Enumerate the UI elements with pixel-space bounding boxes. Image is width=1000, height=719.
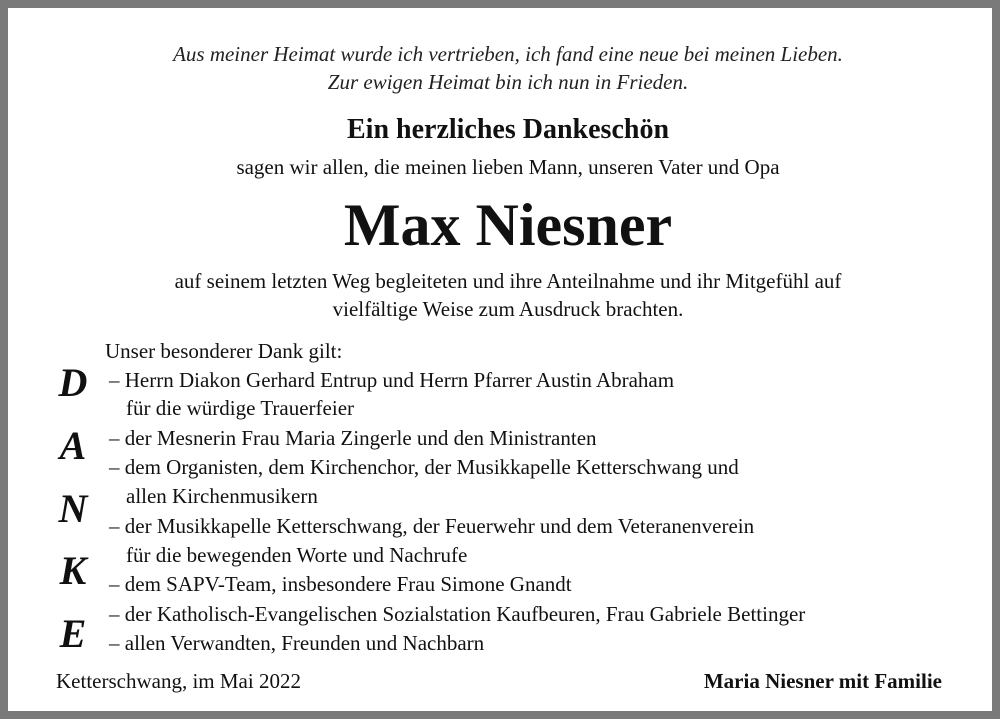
thanks-item-continuation: für die bewegenden Worte und Nachrufe <box>126 543 468 567</box>
thanks-item: – Herrn Diakon Gerhard Entrup und Herrn Pfarrer Austin Abraham <box>109 368 675 392</box>
deceased-name: Max Niesner <box>343 192 673 258</box>
thanks-item: – der Musikkapelle Ketterschwang, der Feuerwehr und dem Veteranenverein <box>109 514 755 538</box>
motto-line-1: Aus meiner Heimat wurde ich vertrieben, ich fand eine neue bei meinen Lieben. <box>173 42 843 66</box>
danke-letter-k: K <box>59 548 87 593</box>
thanks-item-continuation: allen Kirchenmusikern <box>126 484 318 508</box>
thanks-subtitle: sagen wir allen, die meinen lieben Mann, unseren Vater und Opa <box>236 155 780 179</box>
thanks-item-continuation: für die würdige Trauerfeier <box>126 396 355 420</box>
thanks-title: Ein herzliches Dankeschön <box>346 114 670 145</box>
thanks-item: – allen Verwandten, Freunden und Nachbarn <box>109 631 485 655</box>
danke-letter-d: D <box>58 360 88 405</box>
danke-letter-a: A <box>59 423 87 468</box>
accompaniment-line-1: auf seinem letzten Weg begleiteten und ihre Anteilnahme und ihr Mitgefühl auf <box>174 269 842 293</box>
danke-letter-e: E <box>59 611 87 656</box>
signature: Maria Niesner mit Familie <box>703 669 942 693</box>
special-thanks-intro: Unser besonderer Dank gilt: <box>105 339 343 363</box>
accompaniment-line-2: vielfältige Weise zum Ausdruck brachten. <box>332 297 684 321</box>
danke-letter-n: N <box>58 486 88 531</box>
motto-line-2: Zur ewigen Heimat bin ich nun in Frieden. <box>327 70 689 94</box>
thanks-item: – dem SAPV-Team, insbesondere Frau Simone Gnandt <box>109 572 572 596</box>
thanks-item: – dem Organisten, dem Kirchenchor, der Musikkapelle Ketterschwang und <box>109 455 739 479</box>
thanks-item: – der Katholisch-Evangelischen Sozialstation Kaufbeuren, Frau Gabriele Bettinger <box>109 602 806 626</box>
place-date: Ketterschwang, im Mai 2022 <box>56 669 301 693</box>
thanks-item: – der Mesnerin Frau Maria Zingerle und den Ministranten <box>109 426 597 450</box>
